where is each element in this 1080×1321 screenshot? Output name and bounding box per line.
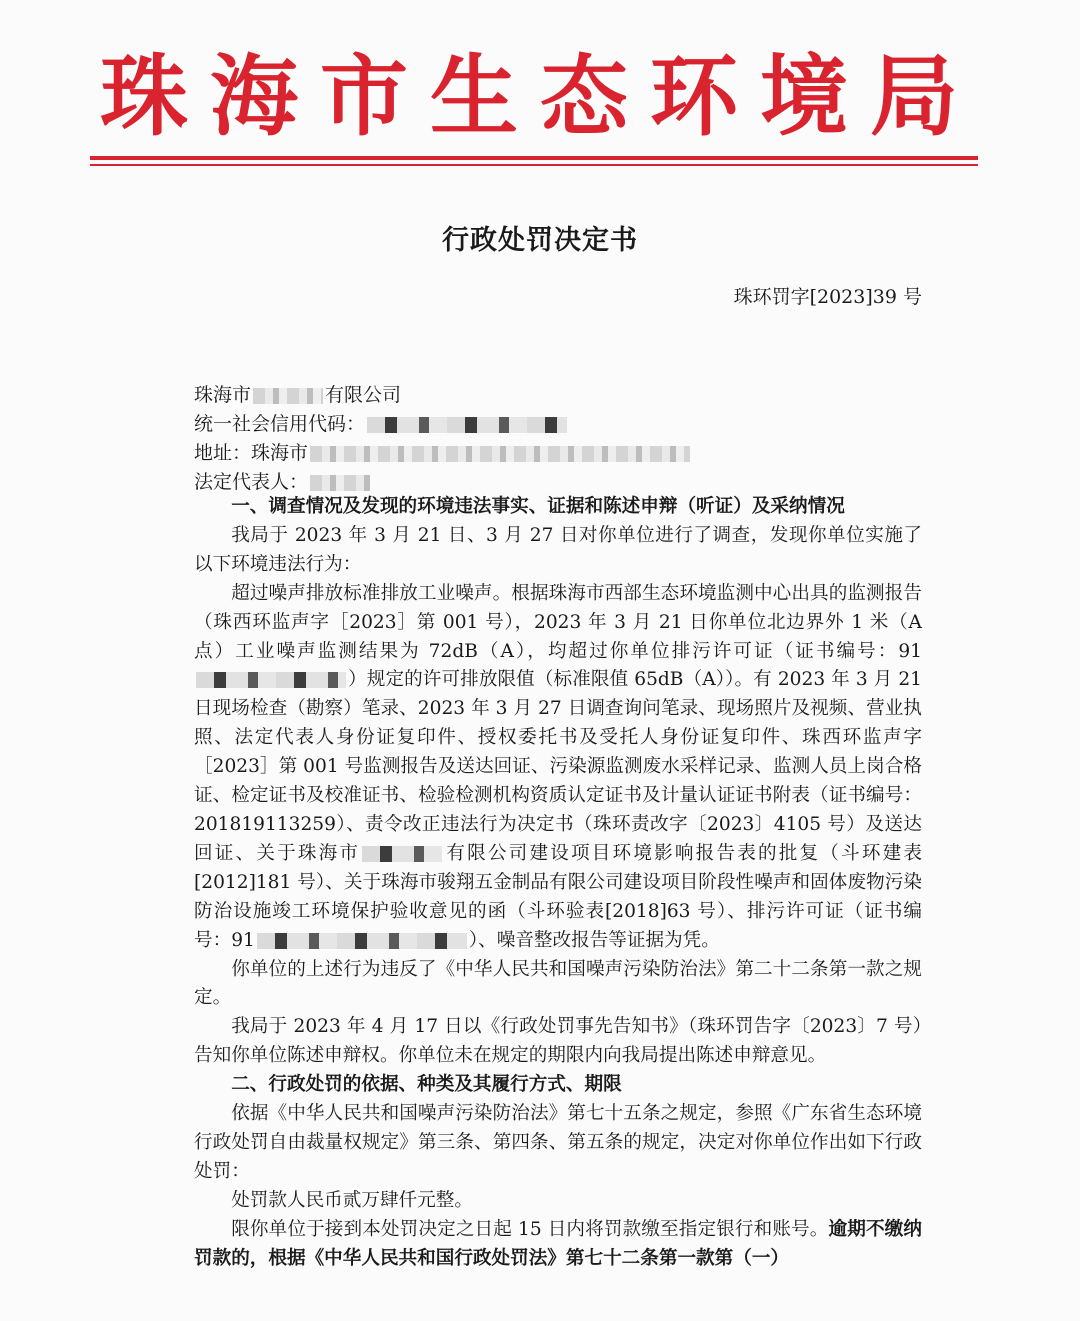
evidence-text-a: 超过噪声排放标准排放工业噪声。根据珠海市西部生态环境监测中心出具的监测报告（珠西环监声字［2023］第 001 号），2023 年 3 月 21 日你单位北边界外 1 米（A 点）工业噪声监测结果为 72dB（A），均超过你单位排污许可证（证书编号：91 bbox=[194, 582, 922, 662]
redacted-block bbox=[367, 417, 567, 433]
paragraph: 我局于 2023 年 3 月 21 日、3 月 27 日对你单位进行了调查，发现你单位实施了以下环境违法行为： bbox=[194, 524, 922, 575]
paragraph-penalty: 处罚款人民币贰万肆仟元整。 bbox=[231, 1189, 473, 1211]
redacted-block bbox=[362, 846, 442, 862]
redacted-block bbox=[310, 475, 370, 491]
credit-code-label: 统一社会信用代码： bbox=[194, 413, 366, 435]
deadline-text: 限你单位于接到本处罚决定之日起 15 日内将罚款缴至指定银行和账号。 bbox=[231, 1218, 829, 1240]
evidence-text-d: ）、噪音整改报告等证据为凭。 bbox=[468, 929, 720, 951]
redacted-block bbox=[253, 388, 323, 404]
document-body bbox=[194, 493, 922, 1273]
address-label: 地址：珠海市 bbox=[194, 442, 309, 464]
address-line bbox=[194, 439, 692, 468]
paragraph: 你单位的上述行为违反了《中华人民共和国噪声污染防治法》第二十二条第一款之规定。 bbox=[194, 958, 922, 1009]
paragraph: 我局于 2023 年 4 月 17 日以《行政处罚事先告知书》（珠环罚告字〔2023〕7 号）告知你单位陈述申辩权。你单位未在规定的期限内向我局提出陈述申辩意见。 bbox=[194, 1016, 922, 1067]
deadline-text-bold: 逾期不缴纳罚款的，根据《中华人民共和国行政处罚法》第七十二条第一款第（一） bbox=[194, 1218, 922, 1269]
company-name bbox=[194, 381, 692, 410]
section-1-heading: 一、调查情况及发现的环境违法事实、证据和陈述申辩（听证）及采纳情况 bbox=[231, 496, 845, 517]
recipient-block bbox=[194, 381, 692, 497]
header-rule-thin bbox=[90, 164, 978, 166]
redacted-block bbox=[310, 446, 690, 462]
paragraph-deadline bbox=[194, 1216, 922, 1274]
redacted-block bbox=[196, 672, 346, 688]
paragraph-evidence bbox=[194, 580, 922, 956]
section-2-heading: 二、行政处罚的依据、种类及其履行方式、期限 bbox=[231, 1074, 622, 1096]
agency-header: 珠海市生态环境局 bbox=[99, 44, 980, 148]
company-prefix: 珠海市 bbox=[194, 384, 252, 406]
header-rule-thick bbox=[90, 156, 978, 160]
legal-rep-label: 法定代表人： bbox=[194, 471, 309, 493]
evidence-text-b: ）规定的许可排放限值（标准限值 65dB（A））。有 2023 年 3 月 21 日现场检查（勘察）笔录、2023 年 3 月 27 日调查询问笔录、现场照片及视频、营业执照、法定代表人身份证复印件、授权委托书及受托人身份证复印件、珠西环监声字［2023］第 001 号监测报告及送达回证、污染源监测废水采样记录、监测人员上岗合格证、检定证书及校准证书、检验检测机构资质认定证书及计量认证证书附表（证书编号：201819113259）、责令改正违法行为决定书（珠环责改字〔2023〕4105 号）及送达回证、关于珠海市 bbox=[194, 669, 922, 864]
company-suffix: 有限公司 bbox=[325, 384, 402, 406]
credit-code-line bbox=[194, 410, 692, 439]
evidence-text-c: 有限公司建设项目环境影响报告表的批复（斗环建表[2012]181 号）、关于珠海市骏翔五金制品有限公司建设项目阶段性噪声和固体废物污染防治设施竣工环境保护验收意见的函（斗环验表[2018]63 号）、排污许可证（证书编号：91 bbox=[194, 842, 922, 951]
document-title: 行政处罚决定书 bbox=[442, 225, 638, 256]
paragraph: 依据《中华人民共和国噪声污染防治法》第七十五条之规定，参照《广东省生态环境行政处罚自由裁量权规定》第三条、第四条、第五条的规定，决定对你单位作出如下行政处罚： bbox=[194, 1103, 922, 1182]
redacted-block bbox=[257, 933, 467, 949]
document-number: 珠环罚字[2023]39 号 bbox=[733, 286, 922, 308]
